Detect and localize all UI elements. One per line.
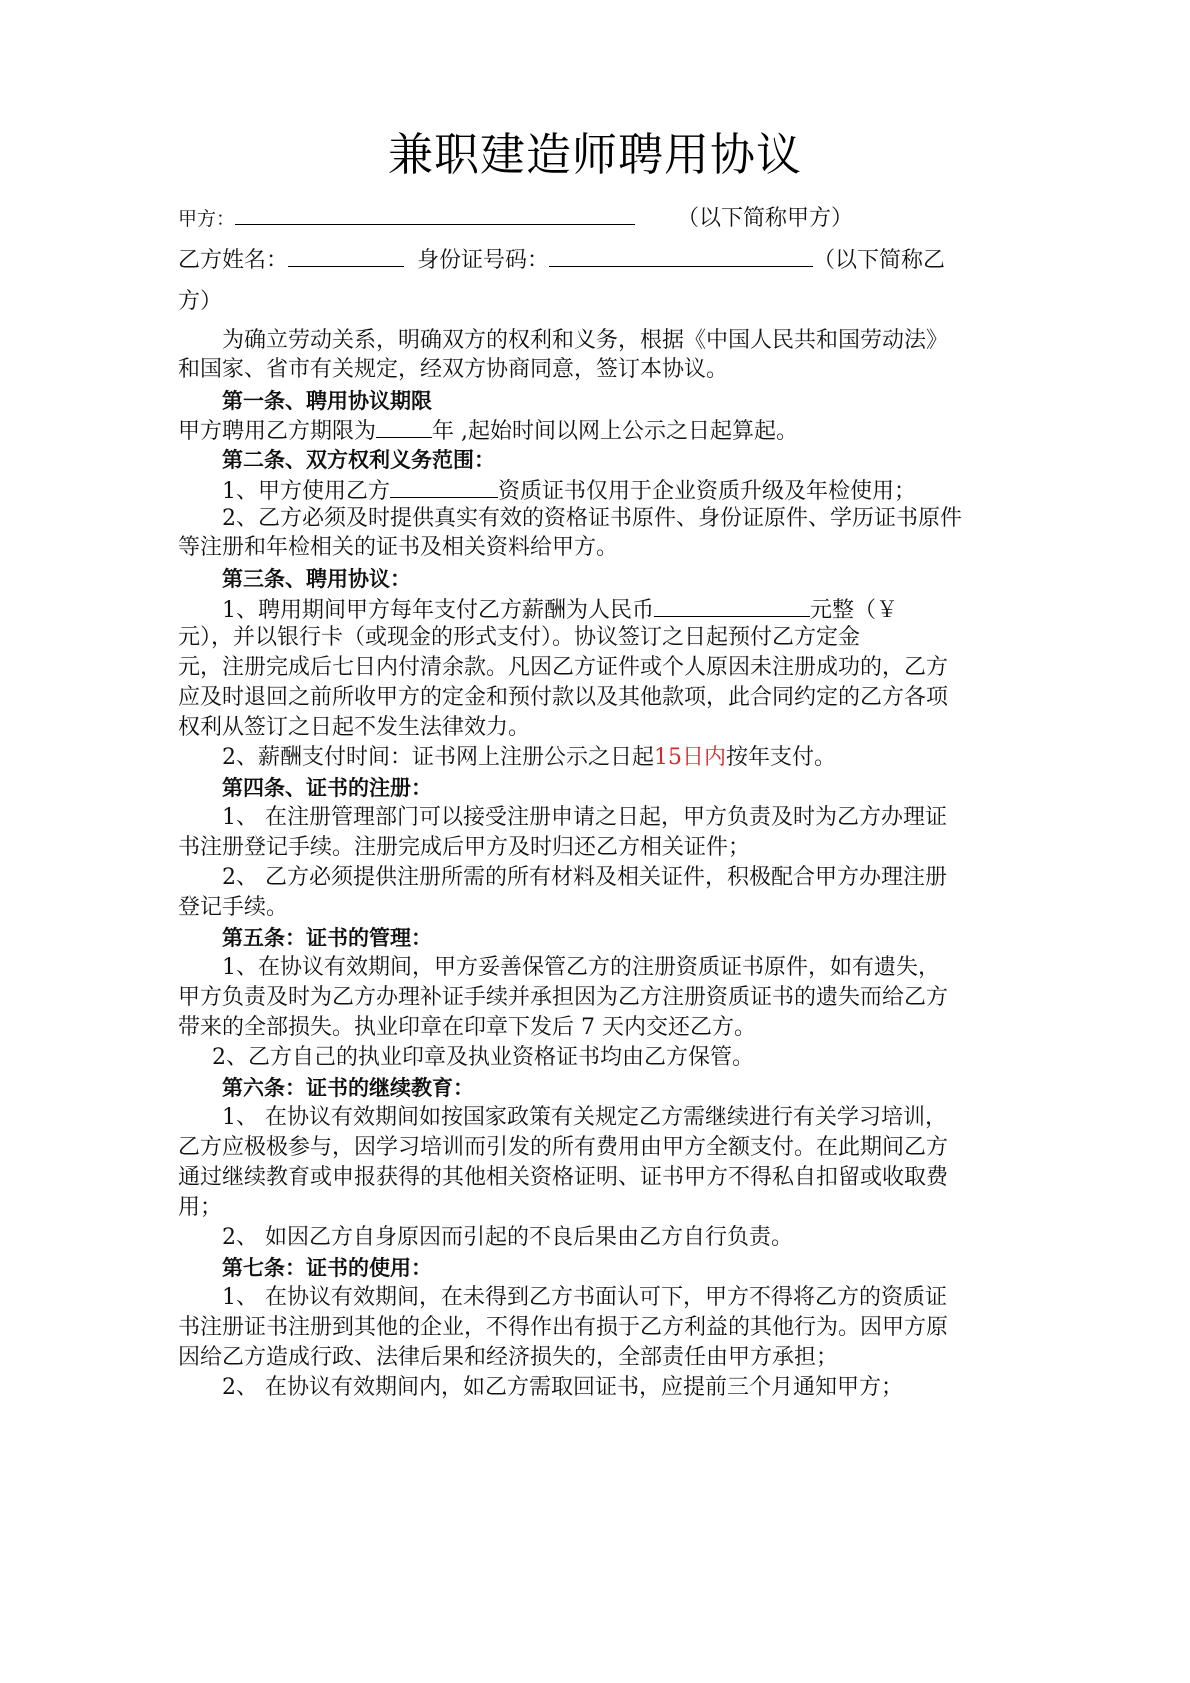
article3-item2-a: 2、薪酬支付时间：证书网上注册公示之日起 — [222, 745, 654, 770]
article7-line4: 2、 在协议有效期间内，如乙方需取回证书，应提前三个月通知甲方； — [222, 1375, 903, 1400]
id-label: 身份证号码： — [417, 248, 550, 273]
party-b-line — [178, 244, 945, 275]
article2-item2-line2: 等注册和年检相关的证书及相关资料给甲方。 — [178, 535, 619, 560]
article3-item1-line4: 应及时退回之前所收甲方的定金和预付款以及其他款项，此合同约定的乙方各项 — [178, 685, 949, 710]
id-number-blank[interactable] — [549, 244, 813, 267]
article4-line2: 书注册登记手续。注册完成后甲方及时归还乙方相关证件； — [178, 835, 751, 860]
party-a-line — [178, 202, 853, 233]
article6-heading: 第六条：证书的继续教育： — [222, 1076, 474, 1100]
payment-deadline-highlight: 15日内 — [654, 745, 726, 770]
article2-item2-line1: 2、乙方必须及时提供真实有效的资格证书原件、身份证原件、学历证书原件 — [222, 506, 962, 531]
article1-text — [178, 415, 798, 446]
article6-line4: 用； — [178, 1195, 223, 1220]
article5-line1: 1、在协议有效期间，甲方妥善保管乙方的注册资质证书原件，如有遗失， — [222, 955, 940, 980]
party-b-name-blank[interactable] — [288, 244, 404, 267]
article6-line2: 乙方应极极参与，因学习培训而引发的所有费用由甲方全额支付。在此期间乙方 — [178, 1135, 949, 1160]
party-b-suffix-cont: 方） — [178, 289, 223, 314]
article5-line4: 2、乙方自己的执业印章及执业资格证书均由乙方保管。 — [212, 1045, 754, 1070]
article5-line2: 甲方负责及时为乙方办理补证手续并承担因为乙方注册资质证书的遗失而给乙方 — [178, 985, 949, 1010]
party-a-label: 甲方： — [178, 208, 236, 230]
article2-heading: 第二条、双方权利义务范围： — [222, 448, 495, 472]
article3-item1-a: 1、聘用期间甲方每年支付乙方薪酬为人民币 — [222, 598, 654, 623]
article5-heading: 第五条：证书的管理： — [222, 926, 432, 950]
article3-item2 — [222, 744, 836, 772]
article6-line5: 2、 如因乙方自身原因而引起的不良后果由乙方自行负责。 — [222, 1225, 793, 1250]
party-b-suffix: （以下简称乙 — [813, 248, 946, 273]
certificate-type-blank[interactable] — [390, 475, 498, 498]
article7-line2: 书注册证书注册到其他的企业，不得作出有损于乙方利益的其他行为。因甲方原 — [178, 1315, 949, 1340]
article3-item1-line5: 权利从签订之日起不发生法律效力。 — [178, 715, 531, 740]
party-a-suffix: （以下简称甲方） — [677, 206, 854, 231]
article3-item1-line2: 元），并以银行卡（或现金的形式支付）。协议签订之日起预付乙方定金 — [178, 625, 861, 650]
article6-line3: 通过继续教育或申报获得的其他相关资格证明、证书甲方不得私自扣留或收取费 — [178, 1165, 949, 1190]
intro-line-1: 为确立劳动关系，明确双方的权利和义务，根据《中国人民共和国劳动法》 — [222, 328, 949, 353]
article2-item1 — [222, 475, 916, 506]
article2-item1-b: 资质证书仅用于企业资质升级及年检使用； — [498, 479, 917, 504]
article1-heading: 第一条、聘用协议期限 — [222, 389, 432, 413]
article3-item1-b: 元整（￥ — [810, 598, 899, 623]
party-a-blank[interactable] — [235, 202, 635, 225]
article4-line3: 2、 乙方必须提供注册所需的所有材料及相关证件，积极配合甲方办理注册 — [222, 865, 947, 890]
article1-text-b: 年 ,起始时间以网上公示之日起算起。 — [432, 419, 799, 444]
term-years-blank[interactable] — [376, 415, 432, 438]
article5-line3: 带来的全部损失。执业印章在印章下发后 7 天内交还乙方。 — [178, 1015, 756, 1040]
article4-line4: 登记手续。 — [178, 895, 289, 920]
article3-heading: 第三条、聘用协议： — [222, 567, 411, 591]
article7-line1: 1、 在协议有效期间，在未得到乙方书面认可下，甲方不得将乙方的资质证 — [222, 1285, 947, 1310]
article3-item1 — [222, 594, 898, 625]
article6-line1: 1、 在协议有效期间如按国家政策有关规定乙方需继续进行有关学习培训， — [222, 1105, 947, 1130]
article2-item1-a: 1、甲方使用乙方 — [222, 479, 390, 504]
intro-line-2: 和国家、省市有关规定，经双方协商同意，签订本协议。 — [178, 357, 729, 382]
document-title: 兼职建造师聘用协议 — [387, 128, 802, 181]
article7-line3: 因给乙方造成行政、法律后果和经济损失的，全部责任由甲方承担； — [178, 1345, 839, 1370]
salary-blank[interactable] — [654, 594, 810, 617]
article3-item1-line3: 元，注册完成后七日内付清余款。凡因乙方证件或个人原因未注册成功的，乙方 — [178, 655, 949, 680]
article3-item2-b: 按年支付。 — [726, 745, 837, 770]
article7-heading: 第七条：证书的使用： — [222, 1256, 432, 1280]
article1-text-a: 甲方聘用乙方期限为 — [178, 419, 377, 444]
party-b-name-label: 乙方姓名： — [178, 248, 289, 273]
article4-heading: 第四条、证书的注册： — [222, 776, 432, 800]
article4-line1: 1、 在注册管理部门可以接受注册申请之日起，甲方负责及时为乙方办理证 — [222, 805, 947, 830]
